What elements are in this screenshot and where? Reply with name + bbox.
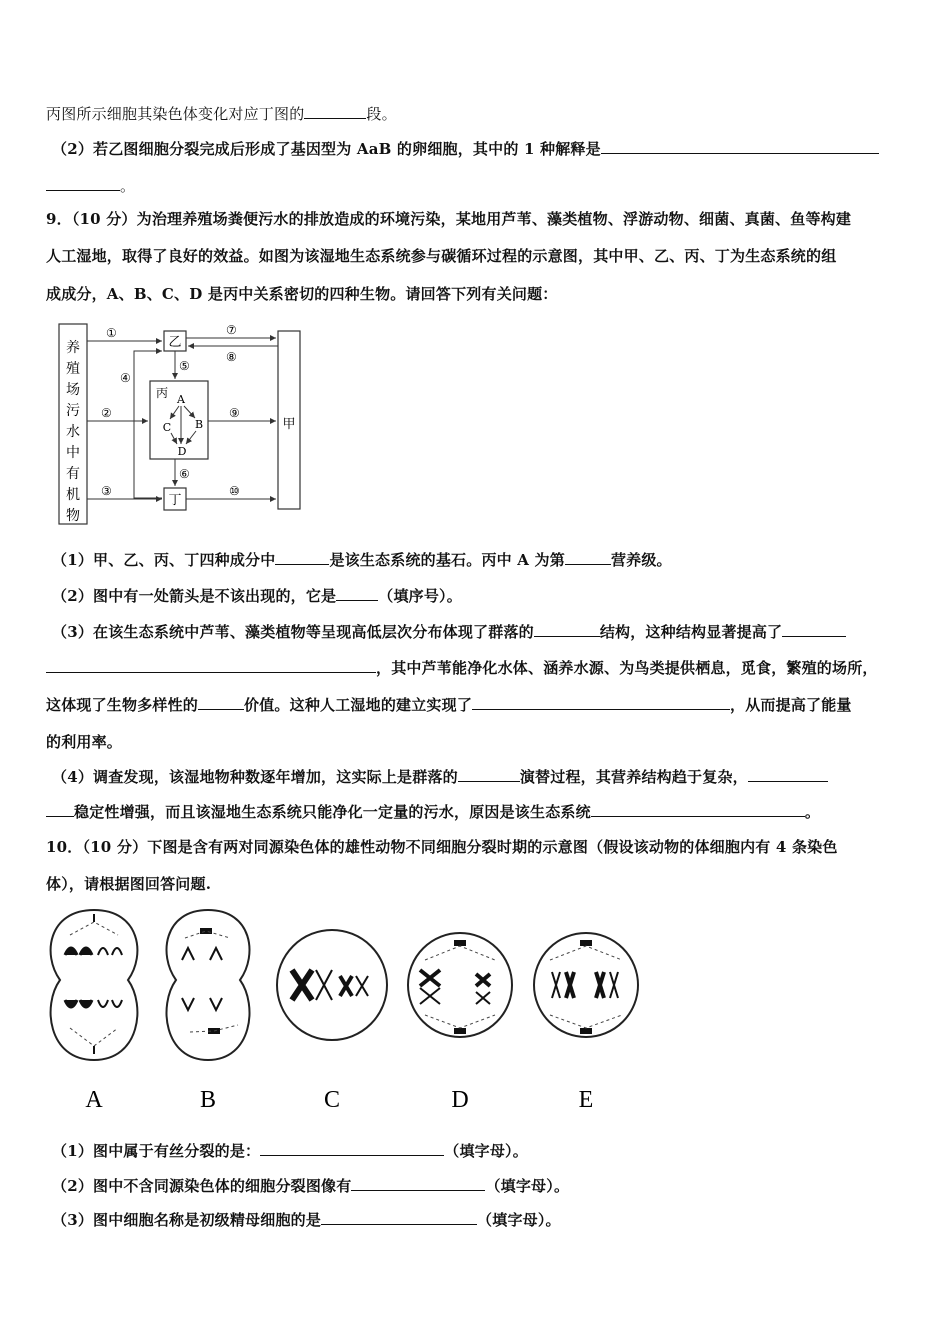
answer-blank[interactable] bbox=[748, 767, 828, 782]
q9-sub-3-line4: 的利用率。 bbox=[46, 733, 123, 751]
answer-blank[interactable] bbox=[336, 586, 378, 601]
cell-d bbox=[408, 933, 512, 1113]
source-char: 中 bbox=[66, 445, 80, 461]
answer-blank[interactable] bbox=[260, 1141, 444, 1156]
source-char: 场 bbox=[66, 382, 80, 398]
source-char: 污 bbox=[66, 403, 80, 419]
cell-e bbox=[534, 933, 638, 1113]
org-b: B bbox=[194, 418, 204, 431]
answer-blank[interactable] bbox=[46, 176, 120, 191]
answer-blank[interactable] bbox=[351, 1176, 485, 1191]
cell-label-c: C bbox=[323, 1087, 341, 1113]
cell-label-d: D bbox=[451, 1087, 469, 1113]
arrow-3: ③ bbox=[101, 484, 112, 498]
source-char: 机 bbox=[66, 487, 80, 503]
source-char: 养 bbox=[66, 340, 80, 356]
answer-blank[interactable] bbox=[565, 550, 611, 565]
answer-blank[interactable] bbox=[472, 695, 730, 710]
cell-c bbox=[277, 930, 387, 1113]
q9-sub-3-line3: 这体现了生物多样性的 价值。这种人工湿地的建立实现了 ，从而提高了能量 bbox=[46, 696, 852, 714]
carbon-cycle-diagram bbox=[46, 318, 316, 530]
org-c: C bbox=[162, 421, 172, 434]
answer-blank[interactable] bbox=[782, 622, 846, 637]
answer-blank[interactable] bbox=[601, 139, 879, 154]
answer-blank[interactable] bbox=[458, 767, 520, 782]
arrow-6: ⑥ bbox=[179, 467, 190, 481]
answer-blank[interactable] bbox=[46, 802, 74, 817]
q9-sub-3: （3）在该生态系统中芦苇、藻类植物等呈现高低层次分布体现了群落的 结构，这种结构显著提高了 bbox=[52, 621, 846, 642]
q10-sub-3: （3）图中细胞名称是初级精母细胞的是 （填字母）。 bbox=[52, 1211, 561, 1229]
yi-label: 乙 bbox=[168, 335, 182, 350]
q8-sub-2: （2）若乙图细胞分裂完成后形成了基因型为 AaB 的卵细胞，其中的 1 种解释是 bbox=[52, 138, 879, 159]
cell-label-a: A bbox=[85, 1087, 103, 1113]
org-a: A bbox=[177, 393, 185, 406]
arrow-2: ② bbox=[101, 406, 112, 420]
answer-blank[interactable] bbox=[321, 1210, 477, 1225]
answer-blank[interactable] bbox=[198, 695, 244, 710]
q9-sub-2: （2）图中有一处箭头是不该出现的，它是 （填序号）。 bbox=[52, 587, 462, 605]
q9-head: 9．（10 分）为治理养殖场粪便污水的排放造成的环境污染，某地用芦苇、藻类植物、浮游动物、细菌、真菌、鱼等构建 bbox=[46, 210, 852, 228]
cell-label-e: E bbox=[578, 1087, 594, 1113]
q9-sub-3-cont: ，其中芦苇能净化水体、涵养水源、为鸟类提供栖息，觅食，繁殖的场所， bbox=[46, 657, 878, 678]
cell-b bbox=[167, 910, 250, 1113]
source-char: 有 bbox=[66, 466, 80, 482]
jia-label: 甲 bbox=[282, 417, 296, 432]
arrow-4: ④ bbox=[120, 371, 131, 385]
arrow-8: ⑧ bbox=[226, 350, 237, 364]
source-char: 殖 bbox=[66, 361, 80, 377]
arrow-5: ⑤ bbox=[179, 359, 190, 373]
q9-sub-4: （4）调查发现，该湿地物种数逐年增加，这实际上是群落的 演替过程，其营养结构趋于复杂， bbox=[52, 766, 828, 787]
arrow-1: ① bbox=[106, 326, 117, 340]
arrow-9: ⑨ bbox=[229, 406, 240, 420]
answer-blank[interactable] bbox=[304, 104, 366, 119]
q8-sub-2-cont: 。 bbox=[46, 175, 135, 196]
q10-head: 10．（10 分）下图是含有两对同源染色体的雄性动物不同细胞分裂时期的示意图（假设该动物的体细胞内有 4 条染色 bbox=[46, 838, 838, 856]
q10-sub-1: （1）图中属于有丝分裂的是： （填字母）。 bbox=[52, 1142, 528, 1160]
answer-blank[interactable] bbox=[534, 622, 600, 637]
cell-a bbox=[51, 910, 138, 1113]
arrow-7: ⑦ bbox=[226, 323, 237, 337]
cell-label-b: B bbox=[199, 1087, 217, 1113]
q9-sub-1: （1）甲、乙、丙、丁四种成分中 是该生态系统的基石。丙中 A 为第 营养级。 bbox=[52, 551, 672, 569]
q9-line-2: 人工湿地，取得了良好的效益。如图为该湿地生态系统参与碳循环过程的示意图，其中甲、乙、丙、丁为生态系统的组 bbox=[46, 247, 837, 265]
q9-sub-4-cont: 稳定性增强，而且该湿地生态系统只能净化一定量的污水，原因是该生态系统 。 bbox=[46, 801, 820, 822]
q10-sub-2: （2）图中不含同源染色体的细胞分裂图像有 （填字母）。 bbox=[52, 1177, 570, 1195]
answer-blank[interactable] bbox=[591, 802, 805, 817]
org-d: D bbox=[177, 445, 187, 458]
source-char: 物 bbox=[66, 508, 80, 524]
q10-line-2: 体），请根据图回答问题. bbox=[46, 875, 212, 893]
answer-blank[interactable] bbox=[46, 658, 376, 673]
source-char: 水 bbox=[66, 424, 80, 440]
q8-line-1: 丙图所示细胞其染色体变化对应丁图的 段。 bbox=[46, 105, 397, 123]
arrow-10: ⑩ bbox=[229, 484, 240, 498]
bing-label: 丙 bbox=[156, 386, 169, 400]
q9-line-3: 成成分，A、B、C、D 是丙中关系密切的四种生物。请回答下列有关问题： bbox=[46, 285, 558, 303]
ding-label: 丁 bbox=[168, 493, 182, 508]
cell-division-figure bbox=[40, 900, 650, 1116]
answer-blank[interactable] bbox=[275, 550, 329, 565]
